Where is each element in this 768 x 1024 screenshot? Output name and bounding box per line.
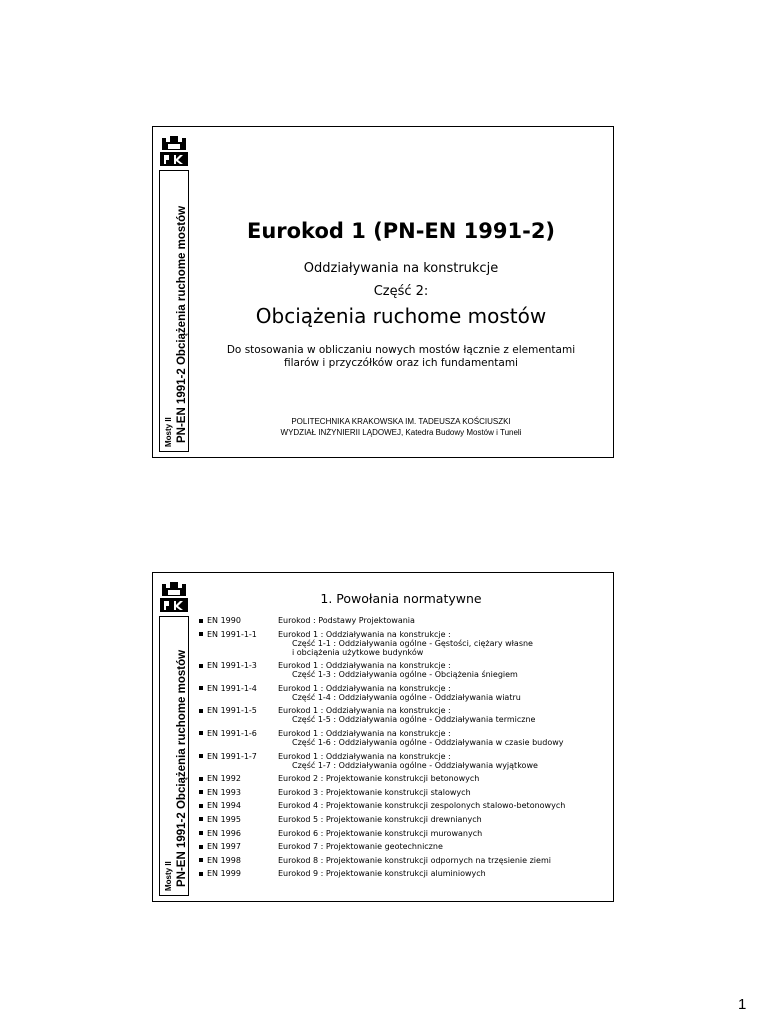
reference-line: Część 1-3 : Oddziaływania ogólne - Obciążenia śniegiem — [292, 670, 518, 680]
reference-description — [278, 630, 609, 657]
reference-description — [278, 815, 609, 824]
reference-code: EN 1991-1-6 — [207, 728, 257, 738]
reference-line: Część 1-5 : Oddziaływania ogólne - Oddziaływania termiczne — [292, 715, 536, 725]
reference-code: EN 1993 — [207, 787, 241, 797]
reference-code: EN 1997 — [207, 842, 241, 852]
reference-item — [199, 706, 609, 724]
reference-description — [278, 801, 609, 810]
description-line: filarów i przyczółków oraz ich fundamentami — [284, 357, 518, 369]
reference-code: EN 1991-1-1 — [207, 629, 257, 639]
reference-item — [199, 829, 609, 838]
institution — [189, 416, 613, 438]
reference-line: Część 1-1 : Oddziaływania ogólne - Gęstości, ciężary własne — [292, 638, 533, 648]
series-label: Mosty II — [164, 417, 173, 447]
reference-code: EN 1990 — [207, 616, 241, 625]
reference-item — [199, 774, 609, 783]
reference-item — [199, 869, 609, 878]
slide-main-title: Obciążenia ruchome mostów — [255, 304, 547, 328]
institution-line: WYDZIAŁ INŻYNIERII LĄDOWEJ, Katedra Budowy Mostów i Tuneli — [280, 428, 522, 437]
reference-description — [278, 842, 609, 851]
reference-code: EN 1991-1-3 — [207, 661, 257, 671]
reference-description — [278, 661, 609, 679]
reference-item — [199, 842, 609, 851]
series-label: Mosty II — [164, 861, 173, 891]
reference-line: Eurokod 1 : Oddziaływania na konstrukcje : — [278, 728, 451, 738]
reference-line: Eurokod 5 : Projektowanie konstrukcji drewnianych — [278, 814, 482, 824]
reference-line: i obciążenia użytkowe budynków — [292, 647, 424, 657]
reference-item — [199, 630, 609, 657]
reference-line: Eurokod 1 : Oddziaływania na konstrukcje : — [278, 661, 451, 671]
side-strip — [159, 616, 189, 896]
slide-description — [189, 344, 613, 370]
reference-item — [199, 801, 609, 810]
pk-logo-icon — [159, 133, 189, 167]
reference-description — [278, 856, 609, 865]
page-number: 1 — [738, 996, 747, 1013]
reference-code: EN 1991-1-4 — [207, 683, 257, 693]
reference-line: Eurokod 1 : Oddziaływania na konstrukcje : — [278, 706, 451, 716]
section-title: 1. Powołania normatywne — [320, 591, 482, 606]
reference-list — [199, 616, 609, 883]
reference-description — [278, 829, 609, 838]
reference-line: Eurokod 6 : Projektowanie konstrukcji murowanych — [278, 828, 483, 838]
description-line: Do stosowania w obliczaniu nowych mostów łącznie z elementami — [226, 344, 576, 356]
reference-item — [199, 661, 609, 679]
reference-description — [278, 706, 609, 724]
reference-description — [278, 684, 609, 702]
reference-item — [199, 856, 609, 865]
reference-item — [199, 729, 609, 747]
reference-item — [199, 788, 609, 797]
reference-line: Eurokod 1 : Oddziaływania na konstrukcje : — [278, 751, 451, 761]
reference-code: EN 1992 — [207, 774, 241, 784]
reference-description — [278, 788, 609, 797]
reference-description — [278, 616, 609, 625]
reference-line: Eurokod 7 : Projektowanie geotechniczne — [278, 842, 443, 852]
reference-code: EN 1999 — [207, 869, 241, 879]
reference-code: EN 1996 — [207, 828, 241, 838]
title-slide — [152, 126, 614, 458]
reference-line: Eurokod 2 : Projektowanie konstrukcji betonowych — [278, 774, 480, 784]
reference-item — [199, 815, 609, 824]
document-vertical-title: PN-EN 1991-2 Obciążenia ruchome mostów — [176, 649, 188, 887]
references-slide — [152, 572, 614, 902]
reference-line: Eurokod : Podstawy Projektowania — [278, 616, 415, 625]
reference-line: Eurokod 4 : Projektowanie konstrukcji zespolonych stalowo-betonowych — [278, 801, 566, 811]
reference-code: EN 1995 — [207, 814, 241, 824]
pk-logo-icon — [159, 579, 189, 613]
reference-line: Część 1-6 : Oddziaływania ogólne - Oddziaływania w czasie budowy — [292, 737, 564, 747]
reference-code: EN 1994 — [207, 801, 241, 811]
reference-line: Eurokod 1 : Oddziaływania na konstrukcje : — [278, 629, 451, 639]
slide-subtitle: Oddziaływania na konstrukcje — [303, 261, 499, 276]
reference-item — [199, 752, 609, 770]
reference-code: EN 1998 — [207, 855, 241, 865]
reference-code: EN 1991-1-7 — [207, 751, 257, 761]
slide-part-label: Część 2: — [373, 284, 429, 299]
reference-description — [278, 869, 609, 878]
reference-line: Eurokod 8 : Projektowanie konstrukcji odpornych na trzęsienie ziemi — [278, 855, 551, 865]
reference-line: Część 1-7 : Oddziaływania ogólne - Oddziaływania wyjątkowe — [292, 760, 538, 770]
institution-line: POLITECHNIKA KRAKOWSKA IM. TADEUSZA KOŚCIUSZKI — [291, 417, 511, 426]
reference-line: Eurokod 3 : Projektowanie konstrukcji stalowych — [278, 787, 471, 797]
reference-item — [199, 616, 609, 625]
slide-title: Eurokod 1 (PN-EN 1991-2) — [246, 219, 556, 243]
reference-line: Eurokod 9 : Projektowanie konstrukcji aluminiowych — [278, 869, 486, 879]
reference-description — [278, 752, 609, 770]
reference-item — [199, 684, 609, 702]
reference-code: EN 1991-1-5 — [207, 706, 257, 716]
reference-description — [278, 729, 609, 747]
reference-line: Część 1-4 : Oddziaływania ogólne - Oddziaływania wiatru — [292, 692, 521, 702]
reference-description — [278, 774, 609, 783]
document-vertical-title: PN-EN 1991-2 Obciążenia ruchome mostów — [176, 205, 188, 443]
side-strip — [159, 170, 189, 452]
reference-line: Eurokod 1 : Oddziaływania na konstrukcje : — [278, 683, 451, 693]
